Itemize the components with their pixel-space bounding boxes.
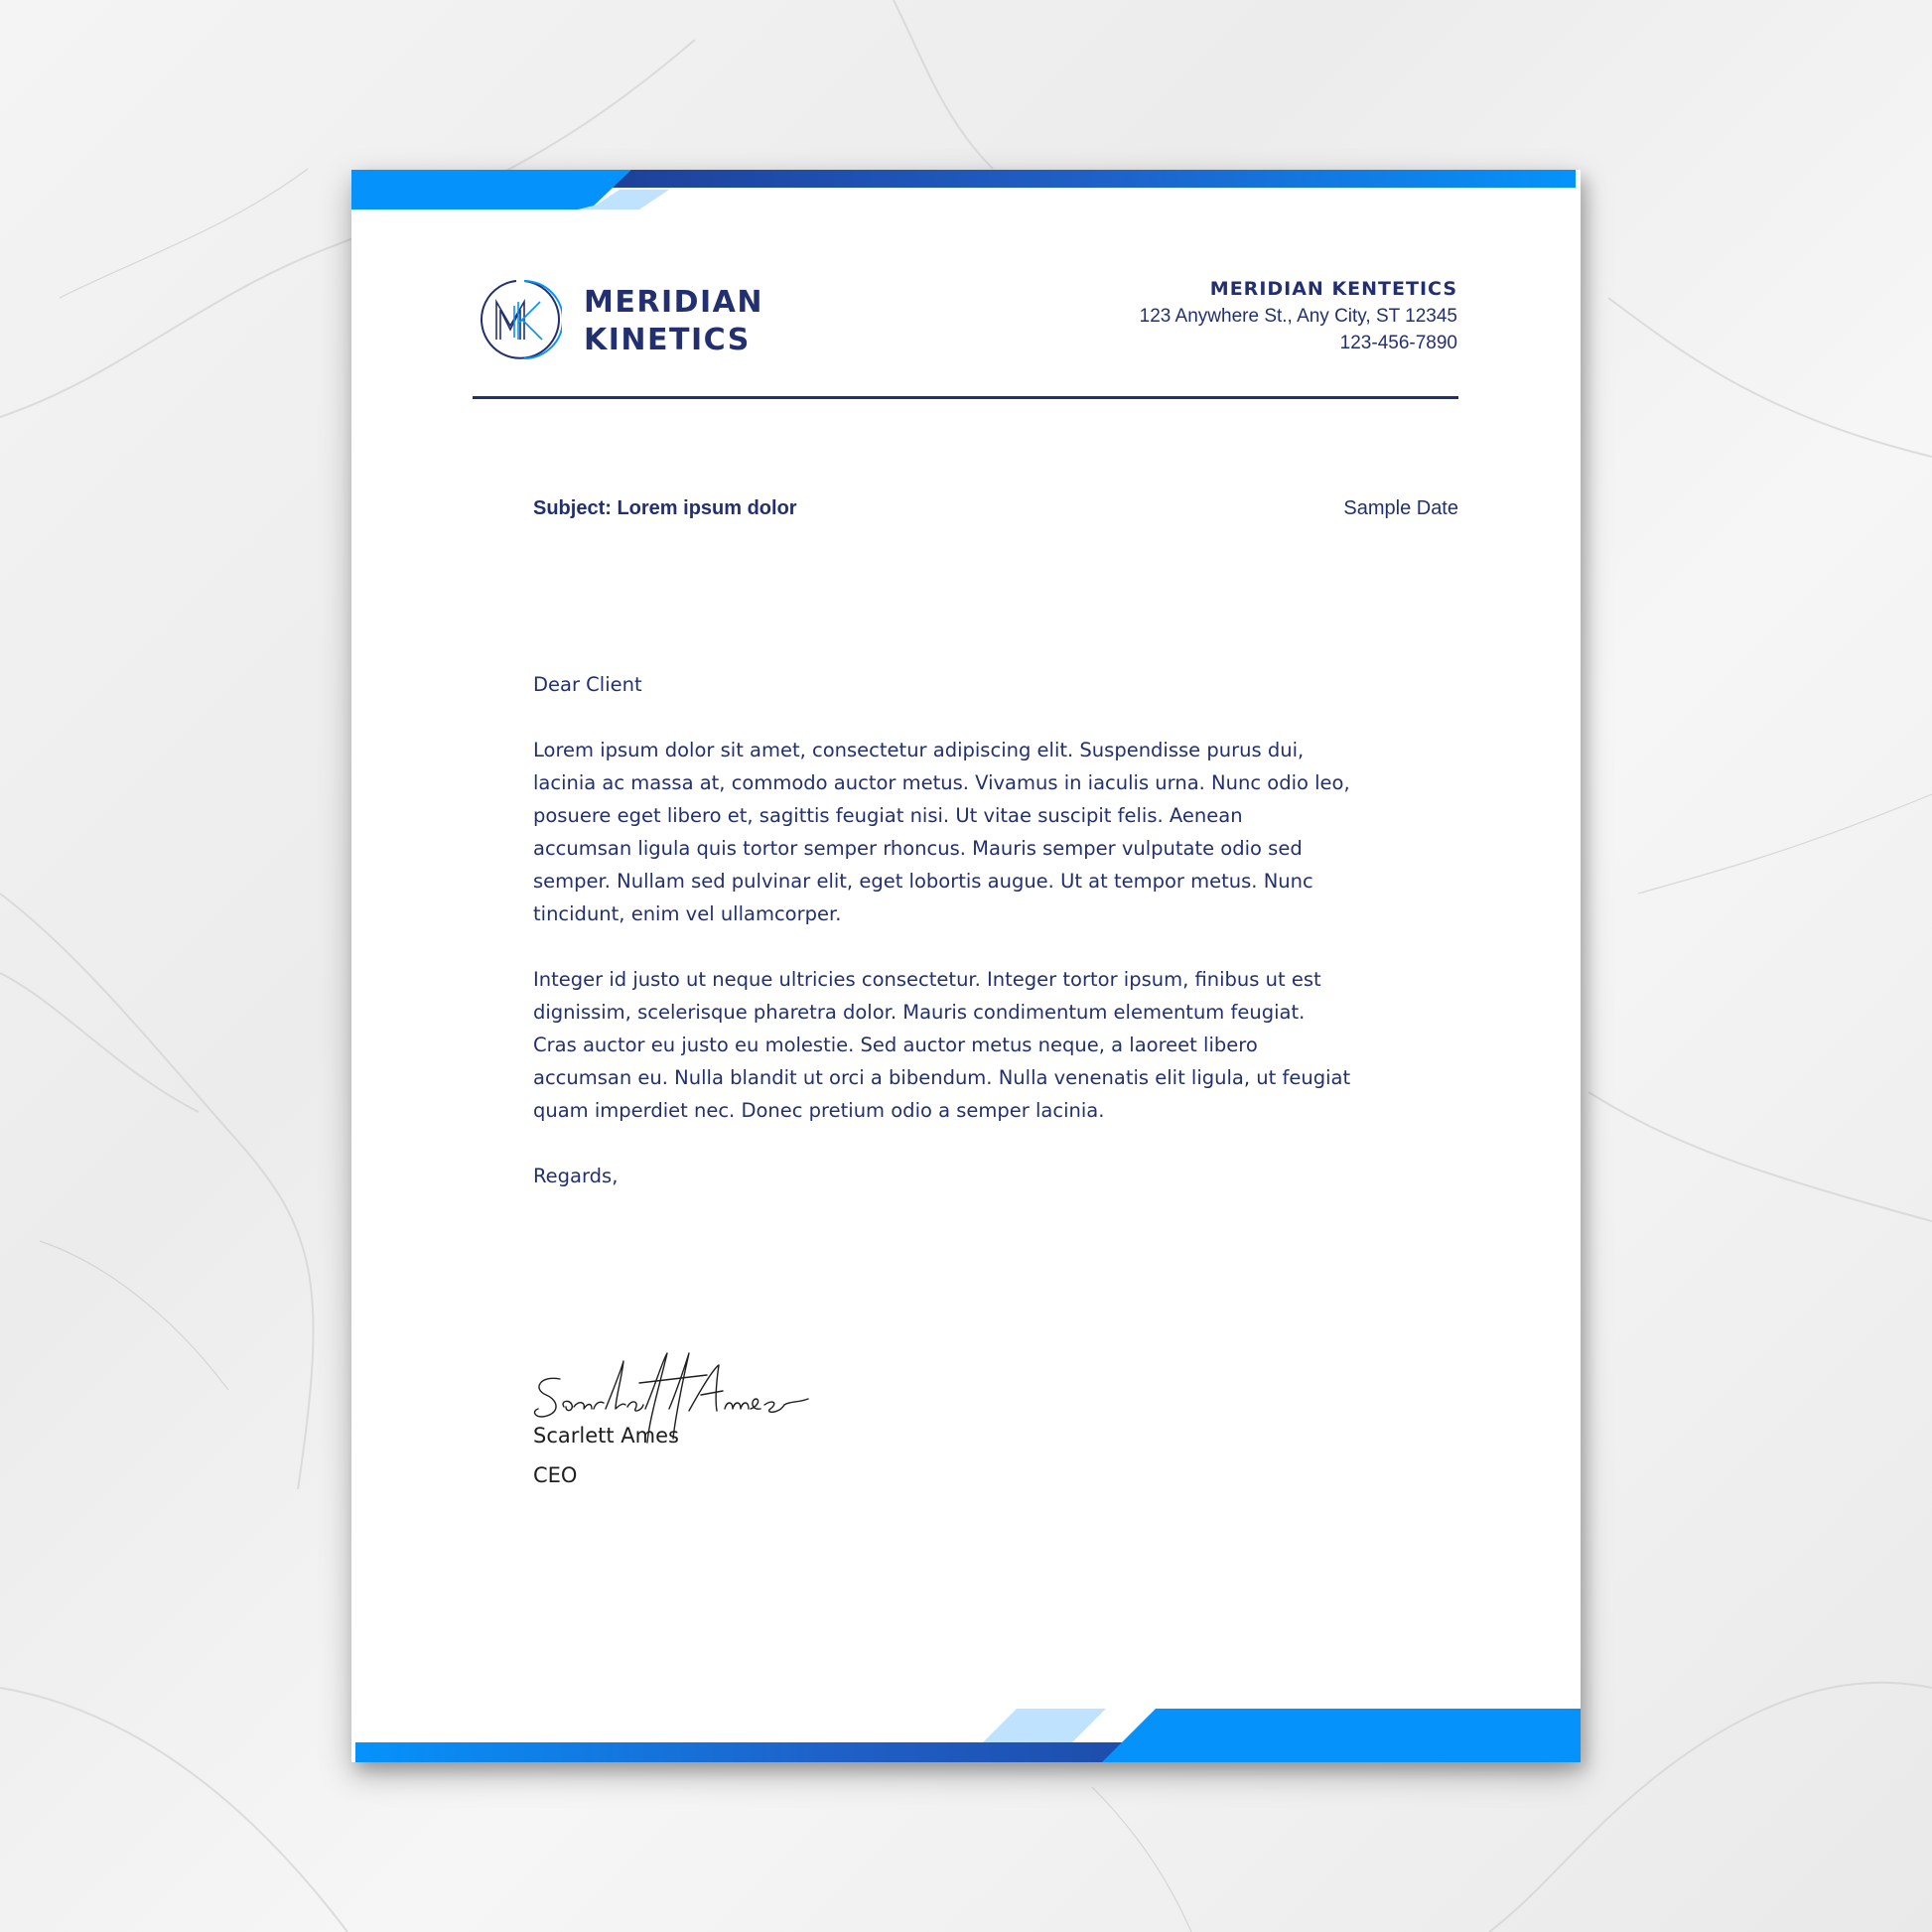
letter-body [533, 668, 1427, 1225]
paragraph-1 [533, 734, 1427, 930]
contact-block [1140, 275, 1457, 356]
paragraph-2 [533, 963, 1427, 1127]
paragraph-line: accumsan eu. Nulla blandit ut orci a bibendum. Nulla venenatis elit ligula, ut feugiat [533, 1066, 1351, 1089]
paragraph-line: quam imperdiet nec. Donec pretium odio a semper lacinia. [533, 1099, 1105, 1122]
paragraph-line: accumsan ligula quis tortor semper rhoncus. Mauris semper vulputate odio sed [533, 837, 1303, 860]
letter-date: Sample Date [1343, 497, 1458, 519]
contact-phone: 123-456-7890 [1339, 333, 1457, 353]
paragraph-line: dignissim, scelerisque pharetra dolor. Mauris condimentum elementum feugiat. [533, 1001, 1306, 1024]
letterhead-page [351, 170, 1581, 1762]
paragraph-line: Lorem ipsum dolor sit amet, consectetur adipiscing elit. Suspendisse purus dui, [533, 739, 1305, 761]
brand-line-1: MERIDIAN [584, 285, 763, 320]
paragraph-line: posuere eget libero et, sagittis feugiat nisi. Ut vitae suscipit felis. Aenean [533, 804, 1243, 827]
mk-monogram-icon [479, 278, 562, 361]
paragraph-line: Integer id justo ut neque ultricies consectetur. Integer tortor ipsum, finibus ut est [533, 968, 1321, 991]
signer-block [533, 1416, 679, 1495]
paragraph-line: semper. Nullam sed pulvinar elit, eget lobortis augue. Ut at tempor metus. Nunc [533, 870, 1313, 893]
brand-name [584, 284, 763, 359]
paragraph-line: Cras auctor eu justo eu molestie. Sed auctor metus neque, a laoreet libero [533, 1034, 1258, 1056]
closing: Regards, [533, 1165, 619, 1187]
signer-name: Scarlett Ames [533, 1424, 679, 1448]
header-divider [473, 396, 1458, 399]
paragraph-line: lacinia ac massa at, commodo auctor metus. Vivamus in iaculis urna. Nunc odio leo, [533, 771, 1350, 794]
contact-company-name: MERIDIAN KENTETICS [1209, 278, 1457, 300]
salutation: Dear Client [533, 673, 642, 696]
paragraph-line: tincidunt, enim vel ullamcorper. [533, 902, 842, 925]
signer-title: CEO [533, 1463, 578, 1487]
letter-subject: Subject: Lorem ipsum dolor [533, 497, 797, 519]
brand-line-2: KINETICS [584, 323, 751, 357]
contact-address: 123 Anywhere St., Any City, ST 12345 [1139, 306, 1457, 327]
